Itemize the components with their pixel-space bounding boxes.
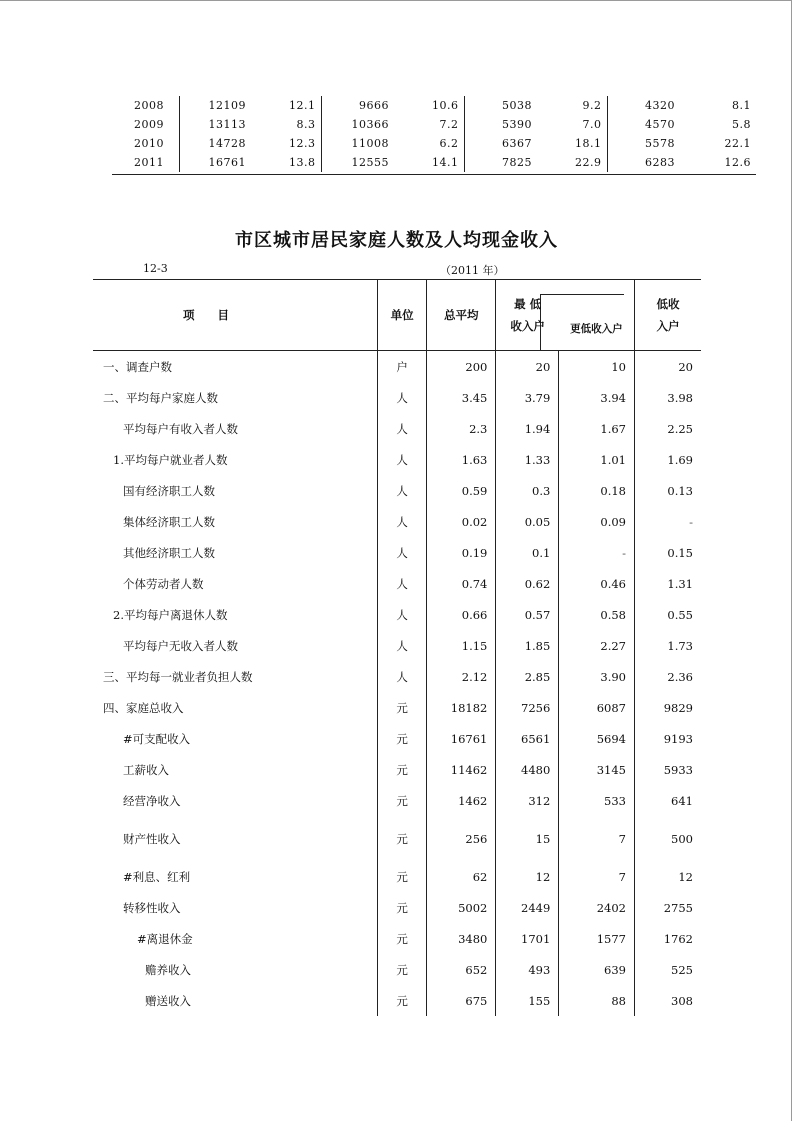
row-total-average: 3480: [427, 923, 496, 954]
row-lowest-income: 0.62: [496, 568, 559, 599]
continuation-cell: 6283: [607, 153, 680, 172]
row-item-label: 集体经济职工人数: [123, 514, 215, 529]
table-row: [93, 785, 701, 816]
row-total-average: 3.45: [427, 382, 496, 413]
continuation-row: [112, 153, 756, 172]
table-row: [93, 537, 701, 568]
continuation-cell: 18.1: [575, 137, 602, 150]
row-total-average: 5002: [427, 892, 496, 923]
row-item-label: #可支配收入: [123, 731, 191, 746]
row-item-label: #离退休金: [137, 931, 193, 946]
row-total-average: 0.19: [427, 537, 496, 568]
continuation-cell: 5038: [464, 96, 537, 115]
row-item-label: 平均每户无收入者人数: [123, 638, 238, 653]
continuation-cell: 7.0: [582, 118, 602, 131]
continuation-cell: 12109: [179, 96, 251, 115]
table-number: 12-3: [143, 262, 168, 275]
row-low-income: 641: [634, 785, 701, 816]
header-row: [93, 280, 701, 351]
year-note: （2011 年）: [440, 264, 505, 277]
table-row: [93, 413, 701, 444]
row-low-income: 2.36: [634, 661, 701, 692]
main-table-body: [93, 351, 701, 1017]
continuation-cell: 6.2: [439, 137, 459, 150]
row-item-label: 1.平均每户就业者人数: [113, 452, 228, 467]
row-poorest-income: 7: [559, 861, 635, 892]
row-poorest-income: 0.09: [559, 506, 635, 537]
continuation-cell: 7825: [464, 153, 537, 172]
header-low: [634, 280, 701, 351]
continuation-cell: 8.1: [732, 99, 751, 112]
row-low-income: 2.25: [634, 413, 701, 444]
row-poorest-income: 2.27: [559, 630, 635, 661]
row-low-income: 308: [634, 985, 701, 1016]
continuation-cell: 12.1: [289, 99, 316, 112]
row-lowest-income: 1.94: [496, 413, 559, 444]
row-poorest-income: 7: [559, 816, 635, 861]
table-row: [93, 861, 701, 892]
row-item-label: 赡养收入: [145, 962, 191, 977]
row-unit: 人: [378, 599, 427, 630]
continuation-table-body: [112, 96, 756, 172]
row-poorest-income: 3145: [559, 754, 635, 785]
continuation-cell: 8.3: [296, 118, 316, 131]
row-low-income: 9193: [634, 723, 701, 754]
row-item-label: 三、平均每一就业者负担人数: [103, 669, 253, 684]
header-low-line2: 入户: [656, 319, 680, 333]
row-item-label: 其他经济职工人数: [123, 545, 215, 560]
row-item-label: 2.平均每户离退休人数: [113, 607, 228, 622]
row-unit: 元: [378, 861, 427, 892]
continuation-cell: 11008: [321, 134, 394, 153]
continuation-year: 2010: [134, 137, 164, 150]
row-item-label: 二、平均每户家庭人数: [103, 390, 218, 405]
continuation-table-bottom-rule: [112, 174, 756, 175]
row-low-income: 1.73: [634, 630, 701, 661]
row-total-average: 675: [427, 985, 496, 1016]
row-total-average: 0.74: [427, 568, 496, 599]
row-unit: 元: [378, 754, 427, 785]
row-total-average: 256: [427, 816, 496, 861]
row-item-label: 财产性收入: [123, 831, 181, 846]
row-low-income: 1762: [634, 923, 701, 954]
row-item-label: 工薪收入: [123, 762, 169, 777]
row-low-income: 20: [634, 351, 701, 383]
table-row: [93, 754, 701, 785]
header-unit: 单位: [378, 280, 427, 351]
row-poorest-income: 2402: [559, 892, 635, 923]
row-poorest-income: 3.90: [559, 661, 635, 692]
row-total-average: 1.15: [427, 630, 496, 661]
row-poorest-income: 0.46: [559, 568, 635, 599]
row-lowest-income: 0.05: [496, 506, 559, 537]
row-low-income: 2755: [634, 892, 701, 923]
row-total-average: 2.3: [427, 413, 496, 444]
row-low-income: 0.15: [634, 537, 701, 568]
table-row: [93, 723, 701, 754]
row-low-income: 9829: [634, 692, 701, 723]
header-low-line1: 低收: [656, 297, 680, 311]
row-lowest-income: 2449: [496, 892, 559, 923]
row-poorest-income: 1.01: [559, 444, 635, 475]
row-lowest-income: 0.1: [496, 537, 559, 568]
row-unit: 元: [378, 692, 427, 723]
row-unit: 元: [378, 985, 427, 1016]
row-total-average: 0.02: [427, 506, 496, 537]
row-unit: 人: [378, 444, 427, 475]
row-poorest-income: 88: [559, 985, 635, 1016]
row-total-average: 1462: [427, 785, 496, 816]
row-total-average: 0.66: [427, 599, 496, 630]
table-row: [93, 475, 701, 506]
row-item-label: 四、家庭总收入: [103, 700, 184, 715]
continuation-cell: 9.2: [582, 99, 602, 112]
table-row: [93, 985, 701, 1016]
row-poorest-income: 533: [559, 785, 635, 816]
header-item: 项 目: [93, 280, 378, 351]
row-lowest-income: 15: [496, 816, 559, 861]
row-lowest-income: 493: [496, 954, 559, 985]
continuation-cell: 13113: [179, 115, 251, 134]
table-row: [93, 692, 701, 723]
table-row: [93, 351, 701, 383]
row-poorest-income: 3.94: [559, 382, 635, 413]
row-lowest-income: 0.57: [496, 599, 559, 630]
header-lowest: [496, 280, 559, 351]
row-lowest-income: 0.3: [496, 475, 559, 506]
table-row: [93, 923, 701, 954]
row-item-label: #利息、红利: [123, 869, 191, 884]
continuation-cell: 12.3: [289, 137, 316, 150]
row-low-income: 1.31: [634, 568, 701, 599]
row-unit: 人: [378, 661, 427, 692]
table-title: 市区城市居民家庭人数及人均现金收入: [235, 230, 558, 251]
continuation-cell: 5.8: [732, 118, 751, 131]
row-lowest-income: 3.79: [496, 382, 559, 413]
continuation-year: 2008: [134, 99, 164, 112]
row-low-income: 525: [634, 954, 701, 985]
row-unit: 元: [378, 892, 427, 923]
row-lowest-income: 155: [496, 985, 559, 1016]
row-item-label: 一、调查户数: [103, 359, 172, 374]
row-total-average: 16761: [427, 723, 496, 754]
continuation-row: [112, 96, 756, 115]
continuation-cell: 10366: [321, 115, 394, 134]
row-lowest-income: 2.85: [496, 661, 559, 692]
row-unit: 人: [378, 413, 427, 444]
row-low-income: 5933: [634, 754, 701, 785]
row-lowest-income: 4480: [496, 754, 559, 785]
table-row: [93, 506, 701, 537]
continuation-cell: 4320: [607, 96, 680, 115]
row-unit: 元: [378, 723, 427, 754]
row-poorest-income: 1.67: [559, 413, 635, 444]
row-poorest-income: -: [559, 537, 635, 568]
continuation-cell: 14728: [179, 134, 251, 153]
row-lowest-income: 1.85: [496, 630, 559, 661]
row-total-average: 62: [427, 861, 496, 892]
row-unit: 人: [378, 475, 427, 506]
row-low-income: 0.55: [634, 599, 701, 630]
row-poorest-income: 0.58: [559, 599, 635, 630]
row-item-label: 转移性收入: [123, 900, 181, 915]
row-unit: 元: [378, 816, 427, 861]
row-lowest-income: 1701: [496, 923, 559, 954]
continuation-cell: 9666: [321, 96, 394, 115]
row-lowest-income: 12: [496, 861, 559, 892]
row-item-label: 经营净收入: [123, 793, 181, 808]
row-unit: 元: [378, 785, 427, 816]
continuation-cell: 13.8: [289, 156, 316, 169]
continuation-cell: 12555: [321, 153, 394, 172]
row-unit: 人: [378, 537, 427, 568]
table-row: [93, 568, 701, 599]
table-row: [93, 816, 701, 861]
row-low-income: 12: [634, 861, 701, 892]
table-row: [93, 661, 701, 692]
row-item-label: 国有经济职工人数: [123, 483, 215, 498]
header-lowest-line2: 收入户: [510, 319, 545, 333]
row-poorest-income: 0.18: [559, 475, 635, 506]
table-row: [93, 599, 701, 630]
continuation-cell: 12.6: [724, 156, 751, 169]
row-item-label: 平均每户有收入者人数: [123, 421, 238, 436]
continuation-row: [112, 134, 756, 153]
continuation-cell: 16761: [179, 153, 251, 172]
row-lowest-income: 6561: [496, 723, 559, 754]
row-item-label: 赠送收入: [145, 993, 191, 1008]
continuation-cell: 5578: [607, 134, 680, 153]
row-item-label: 个体劳动者人数: [123, 576, 204, 591]
row-total-average: 200: [427, 351, 496, 383]
row-unit: 人: [378, 568, 427, 599]
row-lowest-income: 7256: [496, 692, 559, 723]
row-poorest-income: 639: [559, 954, 635, 985]
row-unit: 元: [378, 954, 427, 985]
row-lowest-income: 20: [496, 351, 559, 383]
row-total-average: 0.59: [427, 475, 496, 506]
row-total-average: 652: [427, 954, 496, 985]
continuation-cell: 22.1: [724, 137, 751, 150]
table-row: [93, 382, 701, 413]
continuation-cell: 6367: [464, 134, 537, 153]
main-table: [93, 280, 701, 1016]
continuation-year: 2011: [134, 156, 164, 169]
continuation-row: [112, 115, 756, 134]
row-low-income: -: [634, 506, 701, 537]
row-poorest-income: 10: [559, 351, 635, 383]
continuation-cell: 22.9: [575, 156, 602, 169]
row-poorest-income: 5694: [559, 723, 635, 754]
table-row: [93, 954, 701, 985]
row-total-average: 1.63: [427, 444, 496, 475]
header-lowest-line1: 最 低: [514, 297, 542, 311]
continuation-table: [112, 96, 756, 172]
continuation-cell: 14.1: [432, 156, 459, 169]
continuation-cell: 7.2: [439, 118, 459, 131]
row-total-average: 2.12: [427, 661, 496, 692]
row-low-income: 3.98: [634, 382, 701, 413]
row-lowest-income: 1.33: [496, 444, 559, 475]
continuation-cell: 4570: [607, 115, 680, 134]
header-total: 总平均: [427, 280, 496, 351]
row-low-income: 1.69: [634, 444, 701, 475]
row-unit: 人: [378, 506, 427, 537]
table-row: [93, 630, 701, 661]
continuation-cell: 10.6: [432, 99, 459, 112]
header-poorest: 更低收入户: [559, 280, 635, 351]
row-low-income: 500: [634, 816, 701, 861]
row-poorest-income: 1577: [559, 923, 635, 954]
row-total-average: 18182: [427, 692, 496, 723]
row-unit: 元: [378, 923, 427, 954]
row-unit: 户: [378, 351, 427, 383]
row-poorest-income: 6087: [559, 692, 635, 723]
continuation-cell: 5390: [464, 115, 537, 134]
table-row: [93, 444, 701, 475]
row-unit: 人: [378, 382, 427, 413]
continuation-year: 2009: [134, 118, 164, 131]
row-total-average: 11462: [427, 754, 496, 785]
row-unit: 人: [378, 630, 427, 661]
row-low-income: 0.13: [634, 475, 701, 506]
table-row: [93, 892, 701, 923]
row-lowest-income: 312: [496, 785, 559, 816]
